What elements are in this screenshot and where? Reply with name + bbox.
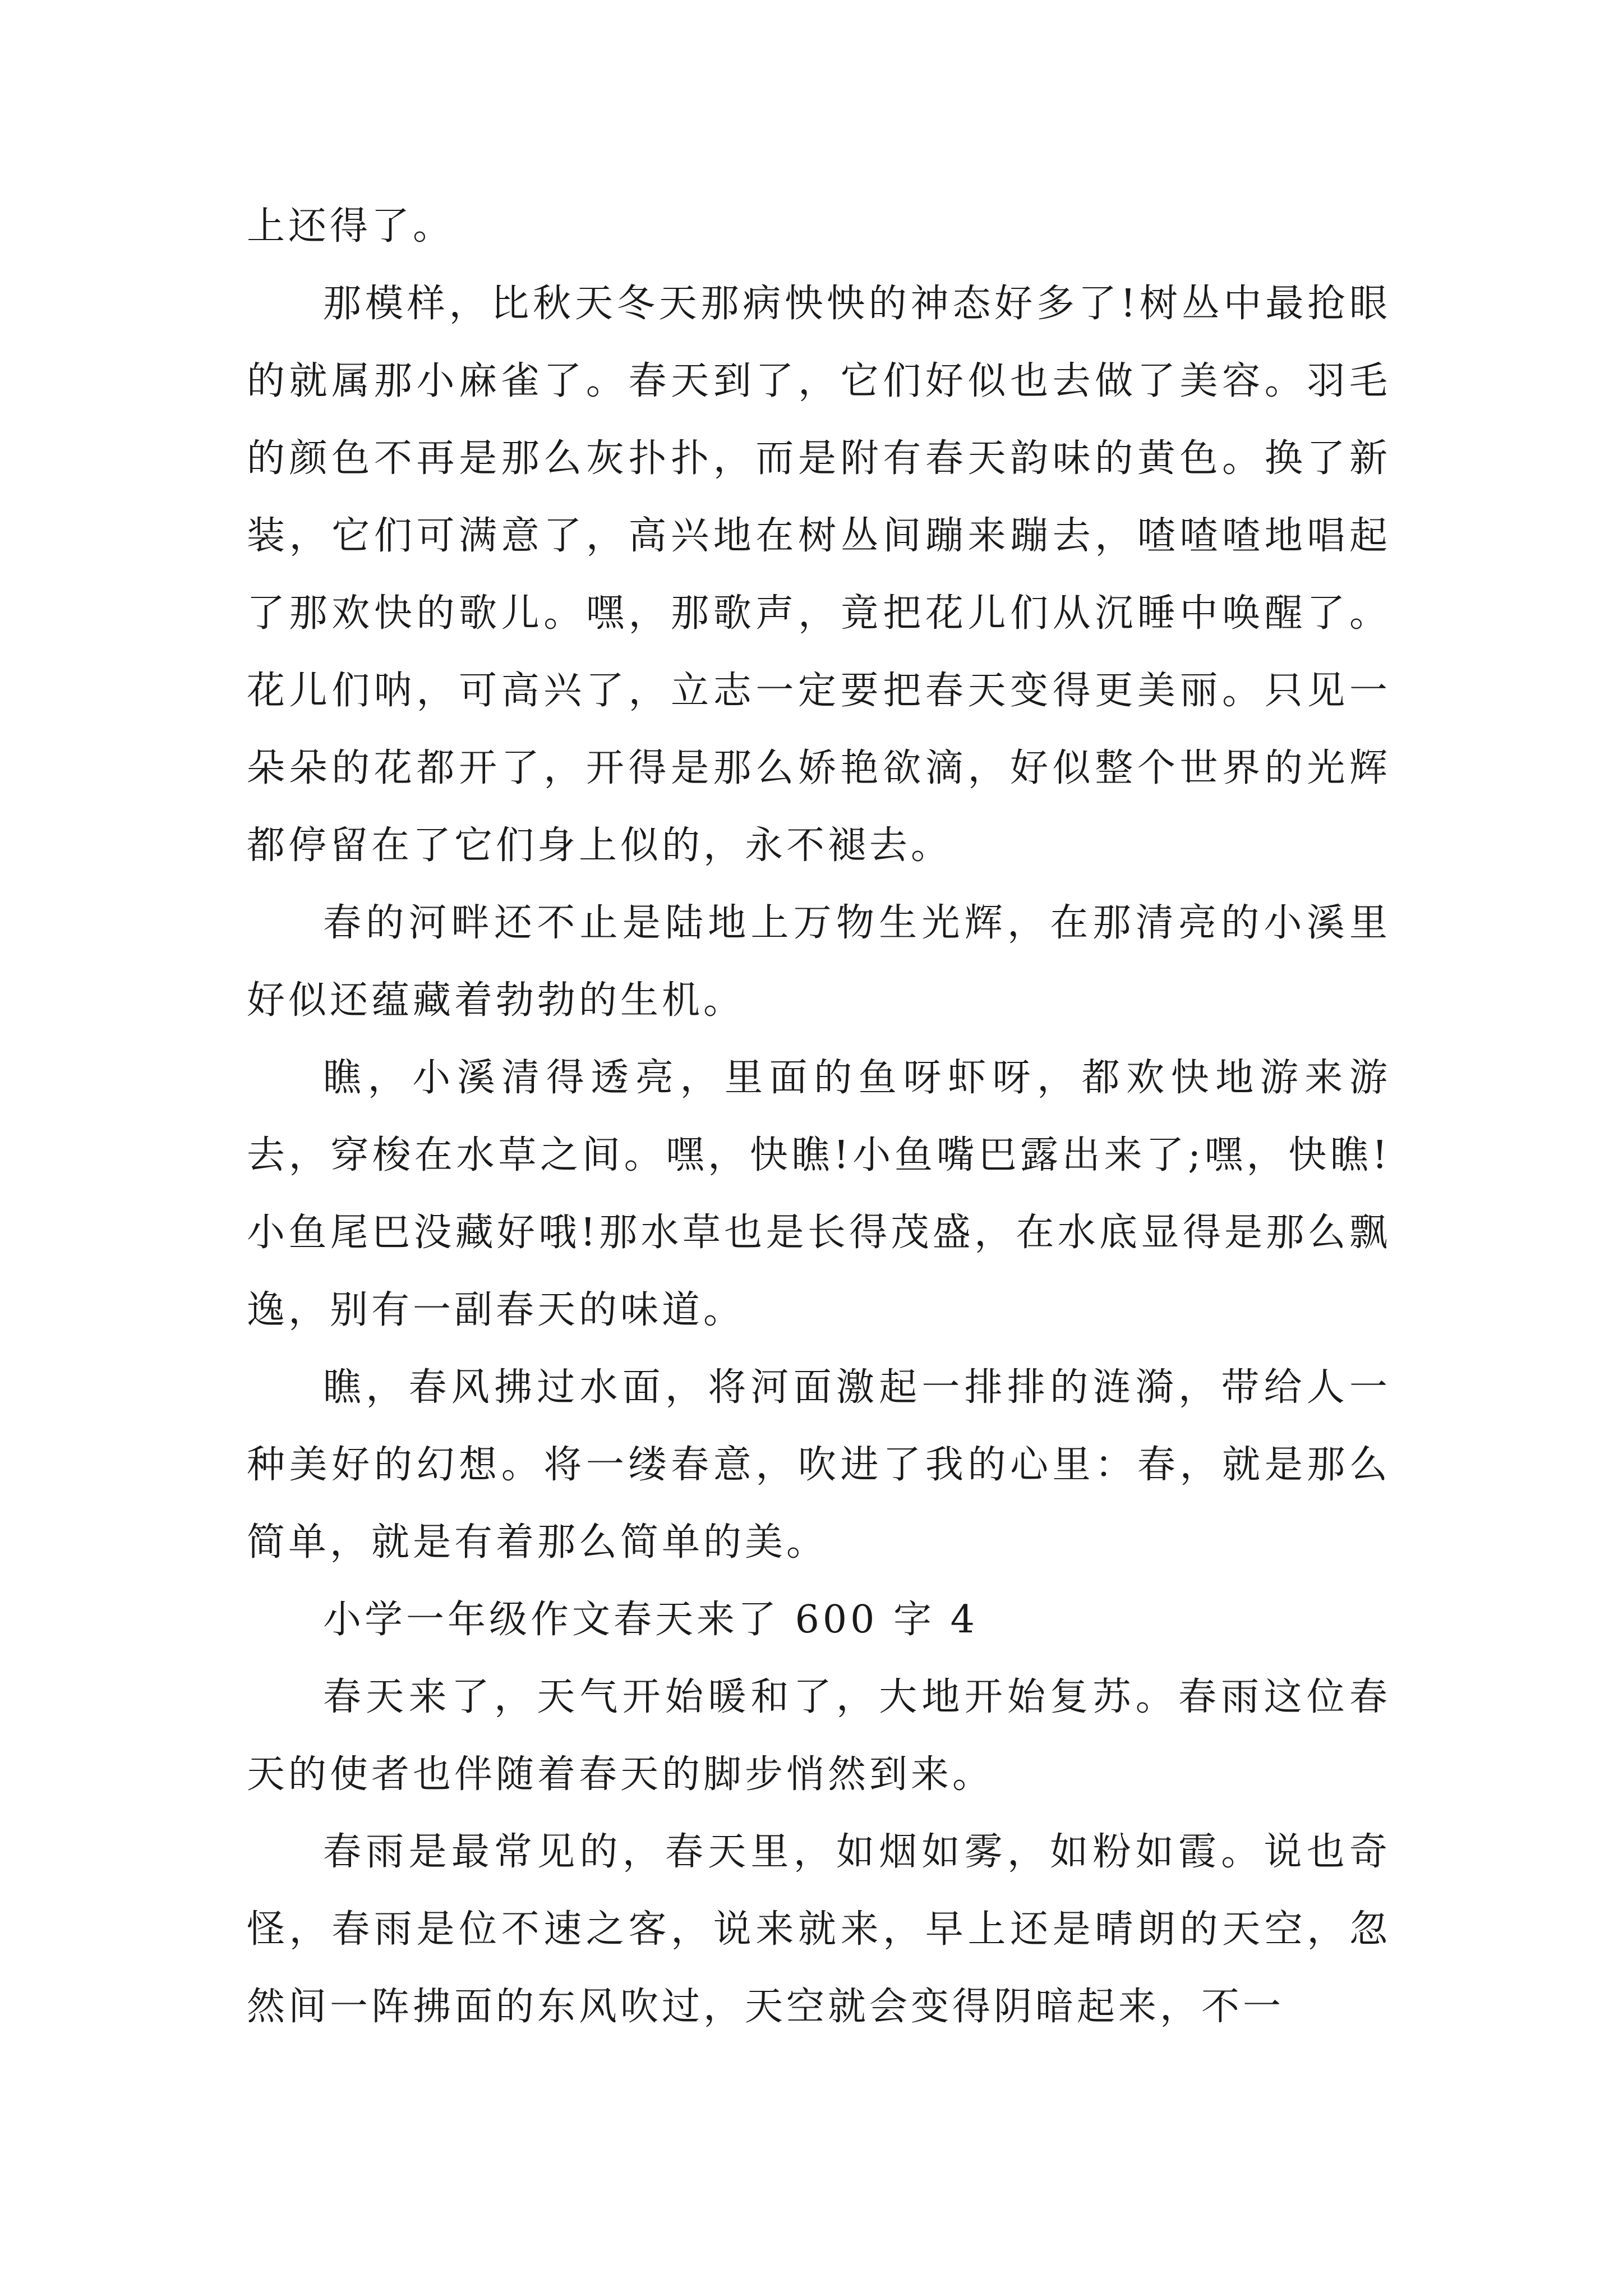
section-heading: 小学一年级作文春天来了 600 字 4 xyxy=(323,1598,978,1642)
paragraph-continued: 上还得了。 xyxy=(247,204,455,249)
paragraph: 春的河畔还不止是陆地上万物生光辉，在那清亮的小溪里好似还蕴藏着勃勃的生机。 xyxy=(247,901,1391,1023)
paragraph: 春天来了，天气开始暖和了，大地开始复苏。春雨这位春天的使者也伴随着春天的脚步悄然到来。 xyxy=(247,1675,1391,1797)
paragraph: 春雨是最常见的，春天里，如烟如雾，如粉如霞。说也奇怪，春雨是位不速之客，说来就来，早上还是晴朗的天空，忽然间一阵拂面的东风吹过，天空就会变得阴暗起来，不一 xyxy=(247,1830,1391,2029)
body-text xyxy=(247,188,1391,2046)
paragraph: 瞧，小溪清得透亮，里面的鱼呀虾呀，都欢快地游来游去，穿梭在水草之间。嘿，快瞧!小鱼嘴巴露出来了;嘿，快瞧!小鱼尾巴没藏好哦!那水草也是长得茂盛，在水底显得是那么飘逸，别有一副春天的味道。 xyxy=(247,1056,1391,1332)
paragraph: 那模样，比秋天冬天那病怏怏的神态好多了!树丛中最抢眼的就属那小麻雀了。春天到了，它们好似也去做了美容。羽毛的颜色不再是那么灰扑扑，而是附有春天韵味的黄色。换了新装，它们可满意了，高兴地在树丛间蹦来蹦去，喳喳喳地唱起了那欢快的歌儿。嘿，那歌声，竟把花儿们从沉睡中唤醒了。花儿们呐，可高兴了，立志一定要把春天变得更美丽。只见一朵朵的花都开了，开得是那么娇艳欲滴，好似整个世界的光辉都停留在了它们身上似的，永不褪去。 xyxy=(247,282,1391,868)
paragraph: 瞧，春风拂过水面，将河面激起一排排的涟漪，带给人一种美好的幻想。将一缕春意，吹进了我的心里：春，就是那么简单，就是有着那么简单的美。 xyxy=(247,1365,1391,1565)
